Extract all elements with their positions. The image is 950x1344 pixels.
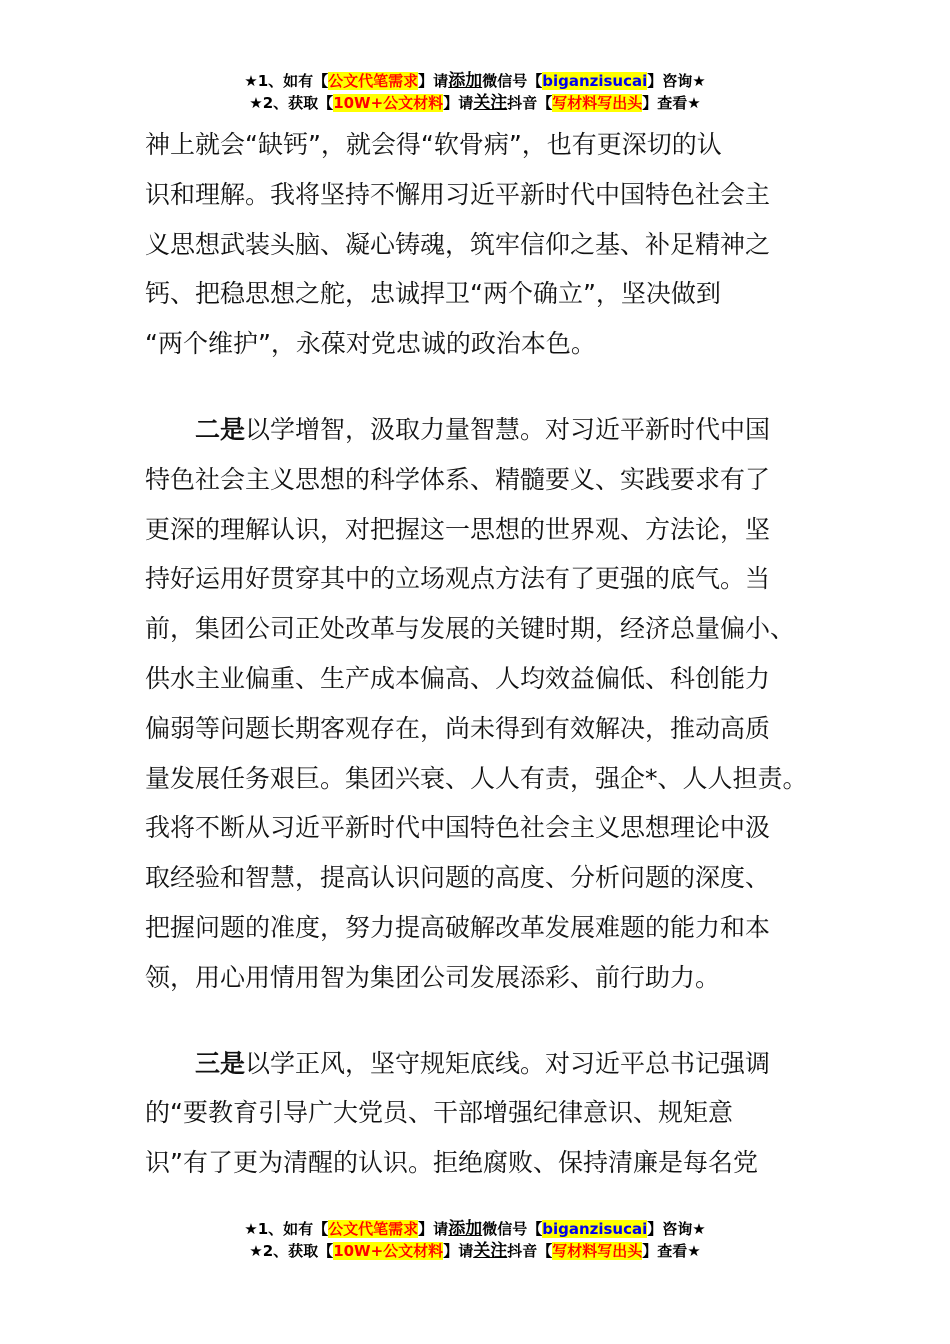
banner-line-2 (0, 1240, 950, 1262)
body-line: 量发展任务艰巨。集团兴衰、人人有责，强企*、人人担责。 (145, 763, 808, 793)
body-line: 识”有了更为清醒的认识。拒绝腐败、保持清廉是每名党 (145, 1148, 758, 1178)
document-body (145, 120, 815, 1188)
paragraph-2-first-line (145, 405, 815, 455)
wechat-id: biganzisucai (542, 72, 648, 90)
banner-text: ★2、获取【 (249, 94, 334, 112)
body-line: “两个维护”，永葆对党忠诚的政治本色。 (145, 329, 596, 359)
banner-highlight: 写材料写出头 (552, 94, 643, 112)
body-line: 供水主业偏重、生产成本偏高、人均效益偏低、科创能力 (145, 663, 771, 693)
banner-text: ★1、如有【 (244, 1220, 329, 1238)
banner-emphasis: 关注 (473, 1241, 508, 1261)
banner-highlight: 写材料写出头 (552, 1242, 643, 1260)
banner-text: 抖音【 (507, 94, 553, 112)
body-text: 以学增智，汲取力量智慧。对习近平新时代中国 (245, 414, 771, 444)
body-line: 神上就会“缺钙”，就会得“软骨病”，也有更深切的认 (145, 130, 722, 159)
banner-emphasis: 添加 (448, 1219, 483, 1239)
banner-text: 】查看★ (642, 1242, 701, 1260)
body-line: 偏弱等问题长期客观存在，尚未得到有效解决，推动高质 (145, 713, 771, 743)
banner-highlight: 10W+公文材料 (333, 1242, 444, 1260)
body-line: 我将不断从习近平新时代中国特色社会主义思想理论中汲 (145, 813, 771, 843)
banner-emphasis: 关注 (473, 93, 508, 113)
banner-text: 抖音【 (507, 1242, 553, 1260)
body-line: 领，用心用情用智为集团公司发展添彩、前行助力。 (145, 962, 721, 992)
body-line: 更深的理解认识，对把握这一思想的世界观、方法论，坚 (145, 514, 771, 544)
body-line: 取经验和智慧，提高认识问题的高度、分析问题的深度、 (145, 863, 771, 893)
banner-text: 】请 (418, 1220, 449, 1238)
body-line: 把握问题的准度，努力提高破解改革发展难题的能力和本 (145, 912, 771, 942)
banner-text: 微信号【 (482, 1220, 543, 1238)
banner-text: 】咨询★ (647, 1220, 706, 1238)
body-line: 义思想武装头脑、凝心铸魂，筑牢信仰之基、补足精神之 (145, 229, 771, 259)
banner-text: ★1、如有【 (244, 72, 329, 90)
banner-text: 】请 (418, 72, 449, 90)
body-text: 以学正风，坚守规矩底线。对习近平总书记强调 (245, 1048, 771, 1078)
paragraph-lead: 三是 (195, 1048, 246, 1078)
paragraph-gap (145, 369, 815, 405)
body-line: 持好运用好贯穿其中的立场观点方法有了更强的底气。当 (145, 564, 771, 594)
banner-highlight: 10W+公文材料 (333, 94, 444, 112)
banner-line-2 (0, 92, 950, 114)
banner-highlight: 公文代笔需求 (328, 72, 419, 90)
body-line: 的“要教育引导广大党员、干部增强纪律意识、规矩意 (145, 1098, 733, 1128)
banner-line-1 (0, 70, 950, 92)
paragraph-3-first-line (145, 1039, 815, 1089)
body-line: 识和理解。我将坚持不懈用习近平新时代中国特色社会主 (145, 179, 771, 209)
body-line: 钙、把稳思想之舵，忠诚捍卫“两个确立”，坚决做到 (145, 279, 721, 309)
banner-highlight: 公文代笔需求 (328, 1220, 419, 1238)
footer-banner (0, 1218, 950, 1262)
banner-text: 】请 (443, 1242, 474, 1260)
paragraph-gap (145, 1003, 815, 1039)
banner-line-1 (0, 1218, 950, 1240)
banner-text: 微信号【 (482, 72, 543, 90)
body-line: 前，集团公司正处改革与发展的关键时期，经济总量偏小、 (145, 614, 796, 644)
banner-text: 】请 (443, 94, 474, 112)
banner-text: 】查看★ (642, 94, 701, 112)
banner-emphasis: 添加 (448, 71, 483, 91)
wechat-id: biganzisucai (542, 1220, 648, 1238)
header-banner (0, 70, 950, 114)
banner-text: ★2、获取【 (249, 1242, 334, 1260)
body-line: 特色社会主义思想的科学体系、精髓要义、实践要求有了 (145, 464, 771, 494)
paragraph-lead: 二是 (195, 414, 246, 444)
banner-text: 】咨询★ (647, 72, 706, 90)
